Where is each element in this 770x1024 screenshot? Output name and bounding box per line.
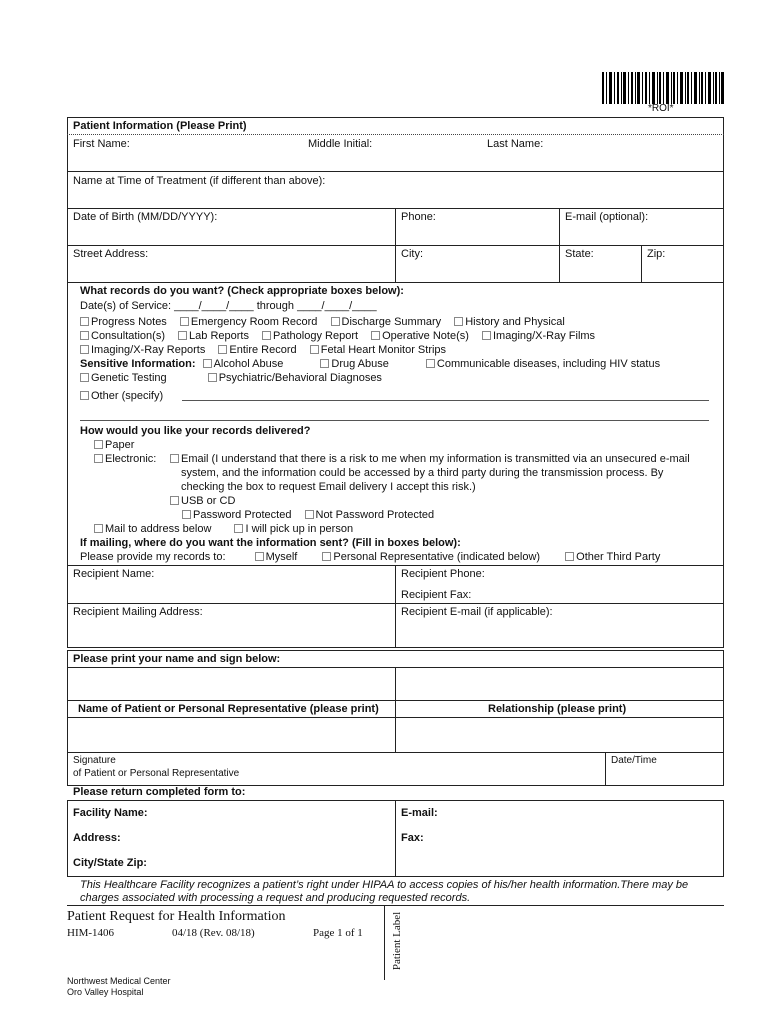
records-row-5 bbox=[80, 372, 392, 384]
option-label: Operative Note(s) bbox=[382, 330, 469, 342]
name-print-label: Name of Patient or Personal Representative (please print) bbox=[78, 703, 379, 715]
divider bbox=[67, 171, 724, 172]
border-left bbox=[67, 650, 68, 786]
state-field[interactable]: State: bbox=[565, 248, 594, 260]
border-left bbox=[67, 117, 68, 283]
page-number: Page 1 of 1 bbox=[313, 927, 363, 939]
option-label: Pathology Report bbox=[273, 330, 359, 342]
other-specify-line[interactable] bbox=[182, 400, 709, 401]
checkbox[interactable] bbox=[482, 331, 491, 340]
option-label: Emergency Room Record bbox=[190, 316, 318, 328]
option-label: Alcohol Abuse bbox=[213, 358, 284, 370]
form-title: Patient Request for Health Information bbox=[67, 909, 286, 924]
dob-field[interactable]: Date of Birth (MM/DD/YYYY): bbox=[73, 211, 218, 223]
option-label: Drug Abuse bbox=[331, 358, 389, 370]
divider bbox=[67, 700, 724, 701]
checkbox[interactable] bbox=[80, 373, 89, 382]
checkbox[interactable] bbox=[565, 552, 574, 561]
option-label: Myself bbox=[265, 551, 298, 563]
checkbox[interactable] bbox=[178, 331, 187, 340]
signature-field-label[interactable]: Signature bbox=[73, 755, 116, 766]
option-label: Discharge Summary bbox=[341, 316, 442, 328]
city-field[interactable]: City: bbox=[401, 248, 423, 260]
divider bbox=[67, 245, 724, 246]
checkbox[interactable] bbox=[170, 454, 179, 463]
checkbox[interactable] bbox=[371, 331, 380, 340]
recipient-fax-field[interactable]: Recipient Fax: bbox=[401, 589, 472, 601]
checkbox[interactable] bbox=[80, 317, 89, 326]
checkbox[interactable] bbox=[170, 496, 179, 505]
records-row-1 bbox=[80, 316, 575, 328]
divider bbox=[67, 603, 724, 604]
patient-label-text: Patient Label bbox=[391, 911, 403, 971]
checkbox[interactable] bbox=[94, 440, 103, 449]
checkbox[interactable] bbox=[180, 317, 189, 326]
facility-fax-field[interactable]: Fax: bbox=[401, 832, 424, 844]
checkbox[interactable] bbox=[454, 317, 463, 326]
divider bbox=[67, 650, 724, 651]
option-label: USB or CD bbox=[181, 495, 236, 507]
divider bbox=[67, 752, 724, 753]
relationship-label: Relationship (please print) bbox=[488, 703, 627, 715]
checkbox[interactable] bbox=[262, 331, 271, 340]
option-label: Lab Reports bbox=[189, 330, 249, 342]
form-revision: 04/18 (Rev. 08/18) bbox=[172, 927, 255, 939]
delivery-mail-pickup bbox=[94, 523, 353, 535]
checkbox[interactable] bbox=[80, 331, 89, 340]
checkbox[interactable] bbox=[218, 345, 227, 354]
barcode-image bbox=[602, 72, 724, 104]
sensitive-label: Sensitive Information: bbox=[80, 358, 196, 370]
phone-field[interactable]: Phone: bbox=[401, 211, 436, 223]
checkbox[interactable] bbox=[182, 510, 191, 519]
recipient-phone-field[interactable]: Recipient Phone: bbox=[401, 568, 485, 580]
option-label: Psychiatric/Behavioral Diagnoses bbox=[218, 372, 382, 384]
email-field[interactable]: E-mail (optional): bbox=[565, 211, 649, 223]
option-label: History and Physical bbox=[465, 316, 565, 328]
divider bbox=[67, 717, 724, 718]
option-label: Mail to address below bbox=[105, 523, 212, 535]
recipient-email-field[interactable]: Recipient E-mail (if applicable): bbox=[401, 606, 553, 618]
return-title: Please return completed form to: bbox=[73, 786, 246, 798]
mailing-question: If mailing, where do you want the information sent? (Fill in boxes below): bbox=[80, 537, 461, 549]
datetime-field[interactable]: Date/Time bbox=[611, 755, 657, 766]
option-label: Entire Record bbox=[229, 344, 297, 356]
option-label: Imaging/X-Ray Films bbox=[492, 330, 596, 342]
checkbox[interactable] bbox=[80, 345, 89, 354]
divider bbox=[80, 420, 709, 421]
option-label: I will pick up in person bbox=[245, 523, 354, 535]
divider bbox=[605, 752, 606, 786]
option-label: Email (I understand that there is a risk to me when my information is transmitted via an unsecured e-mail bbox=[181, 453, 690, 465]
name-at-treatment-field[interactable]: Name at Time of Treatment (if different than above): bbox=[73, 175, 326, 187]
checkbox[interactable] bbox=[94, 524, 103, 533]
checkbox[interactable] bbox=[320, 359, 329, 368]
option-label: Fetal Heart Monitor Strips bbox=[320, 344, 447, 356]
records-question: What records do you want? (Check appropriate boxes below): bbox=[80, 285, 404, 297]
divider bbox=[67, 876, 724, 877]
facility-email-field[interactable]: E-mail: bbox=[401, 807, 438, 819]
zip-field[interactable]: Zip: bbox=[647, 248, 666, 260]
border-right bbox=[723, 800, 724, 876]
hipaa-notice-line: charges associated with processing a request and producing requested records. bbox=[80, 892, 471, 904]
delivery-electronic bbox=[94, 453, 156, 465]
patient-label-border bbox=[384, 906, 385, 980]
dates-of-service-field[interactable]: Date(s) of Service: ____/____/____ through ____/____/____ bbox=[80, 300, 377, 312]
org-name-line: Oro Valley Hospital bbox=[67, 987, 144, 997]
option-label: Other (specify) bbox=[91, 390, 164, 402]
facility-city-field[interactable]: City/State Zip: bbox=[73, 857, 147, 869]
option-label: Electronic: bbox=[105, 453, 157, 465]
form-code: HIM-1406 bbox=[67, 927, 115, 939]
checkbox[interactable] bbox=[310, 345, 319, 354]
delivery-usb bbox=[170, 495, 235, 507]
checkbox[interactable] bbox=[322, 552, 331, 561]
checkbox[interactable] bbox=[234, 524, 243, 533]
provide-records-row bbox=[80, 551, 660, 563]
records-row-2 bbox=[80, 330, 605, 342]
option-label: Communicable diseases, including HIV status bbox=[436, 358, 661, 370]
option-label: Password Protected bbox=[193, 509, 292, 521]
email-disclaimer-line: system, and the information could be accessed by a third party during the transmission process. By bbox=[181, 467, 664, 479]
records-row-sensitive bbox=[80, 358, 670, 370]
checkbox[interactable] bbox=[203, 359, 212, 368]
first-name-field[interactable]: First Name: bbox=[73, 138, 130, 150]
delivery-password bbox=[182, 509, 434, 521]
option-label: Genetic Testing bbox=[91, 372, 167, 384]
recipient-mailing-field[interactable]: Recipient Mailing Address: bbox=[73, 606, 203, 618]
last-name-field[interactable]: Last Name: bbox=[487, 138, 544, 150]
checkbox[interactable] bbox=[255, 552, 264, 561]
option-label: Other Third Party bbox=[576, 551, 661, 563]
street-field[interactable]: Street Address: bbox=[73, 248, 149, 260]
border-top bbox=[67, 117, 724, 118]
checkbox[interactable] bbox=[305, 510, 314, 519]
section-title-patient: Patient Information (Please Print) bbox=[73, 120, 247, 132]
option-label: Not Password Protected bbox=[315, 509, 435, 521]
middle-initial-field[interactable]: Middle Initial: bbox=[308, 138, 373, 150]
email-disclaimer-line: checking the box to request Email delivery I accept this risk.) bbox=[181, 481, 476, 493]
delivery-paper bbox=[94, 439, 134, 451]
divider bbox=[641, 245, 642, 283]
barcode-label: *ROI* bbox=[648, 103, 674, 114]
facility-address-field[interactable]: Address: bbox=[73, 832, 121, 844]
org-name-line: Northwest Medical Center bbox=[67, 976, 171, 986]
border-right bbox=[723, 117, 724, 647]
checkbox[interactable] bbox=[208, 373, 217, 382]
option-label: Personal Representative (indicated below) bbox=[333, 551, 541, 563]
checkbox[interactable] bbox=[94, 454, 103, 463]
hipaa-notice-line: This Healthcare Facility recognizes a patient’s right under HIPAA to access copies of his/her health information.There may be bbox=[80, 879, 689, 891]
records-row-3 bbox=[80, 344, 456, 356]
records-other bbox=[80, 390, 163, 402]
signature-title: Please print your name and sign below: bbox=[73, 653, 281, 665]
divider bbox=[395, 667, 396, 752]
recipient-name-field[interactable]: Recipient Name: bbox=[73, 568, 155, 580]
divider bbox=[395, 800, 396, 876]
option-label: Imaging/X-Ray Reports bbox=[91, 344, 206, 356]
border-left bbox=[67, 800, 68, 876]
facility-name-field[interactable]: Facility Name: bbox=[73, 807, 148, 819]
divider bbox=[67, 134, 724, 135]
divider bbox=[67, 282, 724, 283]
option-label: Paper bbox=[105, 439, 135, 451]
border-right bbox=[723, 650, 724, 786]
divider bbox=[395, 565, 396, 647]
option-label: Progress Notes bbox=[91, 316, 167, 328]
checkbox[interactable] bbox=[331, 317, 340, 326]
provide-label: Please provide my records to: bbox=[80, 551, 226, 563]
delivery-question: How would you like your records delivered? bbox=[80, 425, 311, 437]
checkbox[interactable] bbox=[426, 359, 435, 368]
border-left bbox=[67, 282, 68, 647]
signature-field-sublabel: of Patient or Personal Representative bbox=[73, 768, 240, 779]
option-label: Consultation(s) bbox=[91, 330, 165, 342]
divider bbox=[67, 647, 724, 648]
checkbox[interactable] bbox=[80, 391, 89, 400]
delivery-email bbox=[170, 453, 690, 465]
